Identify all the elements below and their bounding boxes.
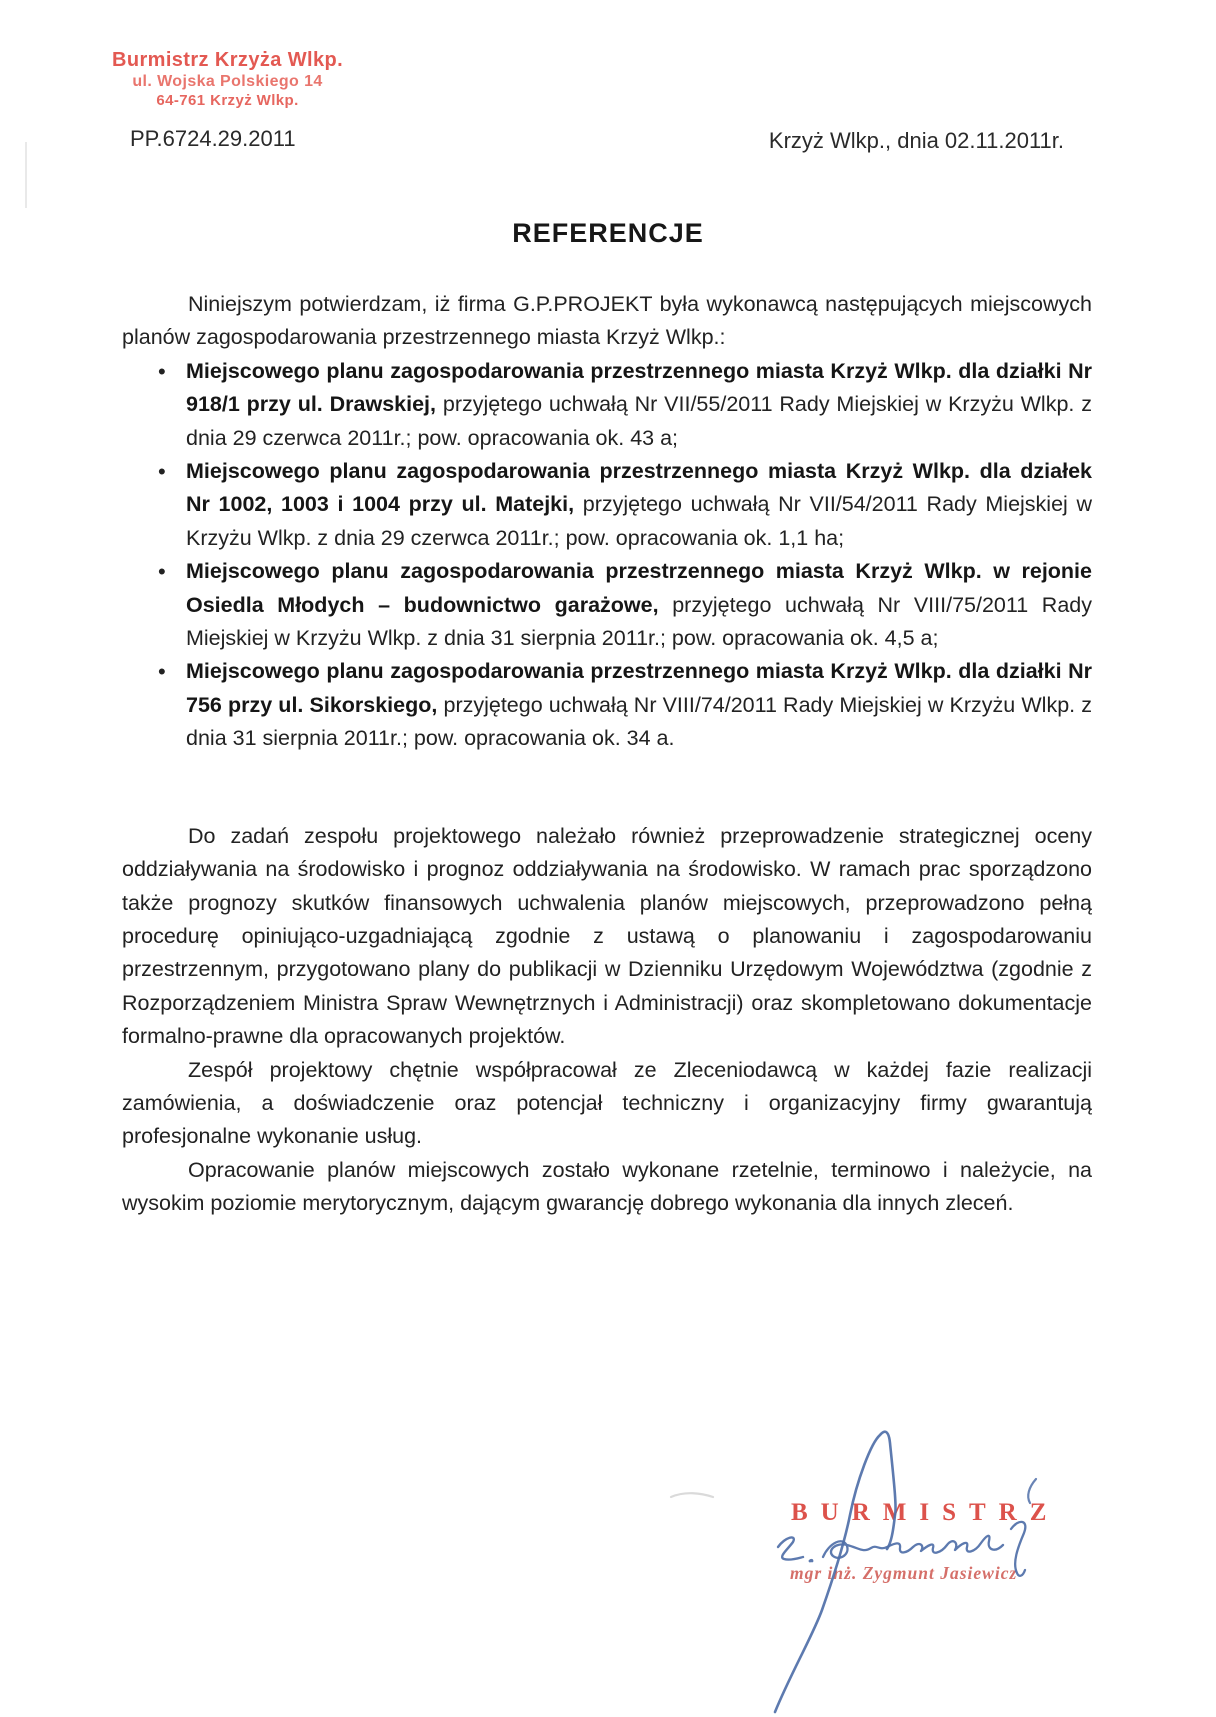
scan-artifact-line [25, 142, 27, 208]
sender-address-stamp [112, 48, 343, 110]
intro-paragraph: Niniejszym potwierdzam, iż firma G.P.PROJEKT była wykonawcą następujących miejscowych planów zagospodarowania przestrzennego miasta Krzyż Wlkp.: [122, 292, 1092, 350]
list-item-text: przyjętego uchwałą Nr VII/55/2011 Rady Miejskiej w Krzyżu Wlkp. z dnia 29 czerwca 2011r.; pow. opracowania ok. 43 a; [186, 392, 1092, 450]
list-item [122, 455, 1092, 555]
body-paragraph: Do zadań zespołu projektowego należało również przeprowadzenie strategicznej oceny oddziaływania na środowisko i prognoz oddziaływania na środowisko. W ramach prac sporządzono także prognozy skutków finansowych uchwalenia planów miejscowych, przeprowadzono pełną procedurę opiniująco-uzgadniającą zgodnie z ustawą o planowaniu i zagospodarowaniu przestrzennym, przygotowano plany do publikacji w Dzienniku Urzędowym Województwa (zgodnie z Rozporządzeniem Ministra Spraw Wewnętrznych i Administracji) oraz skompletowano dokumentacje formalno-prawne dla opracowanych projektów. [122, 823, 1092, 1049]
list-item-bold-text: Miejscowego planu zagospodarowania przestrzennego miasta Krzyż Wlkp. dla działek Nr 1002, 1003 i 1004 przy ul. Matejki, [186, 459, 1092, 517]
sender-stamp-line1: Burmistrz Krzyża Wlkp. [112, 49, 344, 71]
reference-number: PP.6724.29.2011 [130, 126, 296, 151]
list-item [122, 355, 1092, 455]
list-item-bold-text: Miejscowego planu zagospodarowania przestrzennego miasta Krzyż Wlkp. w rejonie Osiedla Młodych – budownictwo garażowe, [186, 559, 1092, 617]
signature-stroke [778, 1537, 803, 1559]
sender-stamp-line2: ul. Wojska Polskiego 14 [132, 73, 323, 91]
body-paragraph: Opracowanie planów miejscowych zostało wykonane rzetelnie, terminowo i należycie, na wysokim poziomie merytorycznym, dającym gwarancję dobrego wykonania dla innych zleceń. [122, 1157, 1092, 1216]
list-item-text: przyjętego uchwałą Nr VIII/75/2011 Rady Miejskiej w Krzyżu Wlkp. z dnia 31 sierpnia 2011r.; pow. opracowania ok. 4,5 a; [186, 592, 1092, 651]
document-title: REFERENCJE [512, 218, 704, 248]
list-item-text: przyjętego uchwałą Nr VIII/74/2011 Rady Miejskiej w Krzyżu Wlkp. z dnia 31 sierpnia 2011r.; pow. opracowania ok. 34 a. [186, 692, 1092, 751]
smudge-mark [671, 1493, 713, 1497]
list-item [122, 655, 1092, 755]
handwritten-signature-icon [655, 1395, 1105, 1717]
body-paragraph: Zespół projektowy chętnie współpracował ze Zleceniodawcą w każdej fazie realizacji zamówienia, a doświadczenie oraz potencjał techniczny i organizacyjny firmy gwarantują profesjonalne wykonanie usług. [122, 1057, 1092, 1149]
signature-stroke [823, 1536, 1003, 1558]
list-item-bold-text: Miejscowego planu zagospodarowania przestrzennego miasta Krzyż Wlkp. dla działki Nr 918/1 przy ul. Drawskiej, [186, 358, 1092, 417]
place-and-date: Krzyż Wlkp., dnia 02.11.2011r. [768, 128, 1064, 153]
mayor-stamp-title: BURMISTRZ [791, 1499, 1060, 1526]
list-item [122, 555, 1092, 655]
sender-stamp-line3: 64-761 Krzyż Wlkp. [156, 91, 299, 109]
list-item-text: przyjętego uchwałą Nr VII/54/2011 Rady Miejskiej w Krzyżu Wlkp. z dnia 29 czerwca 2011r.; pow. opracowania ok. 1,1 ha; [186, 492, 1093, 550]
signature-stroke [810, 1560, 812, 1561]
letter-body [122, 288, 1092, 1221]
plans-list [122, 355, 1092, 756]
list-item-bold-text: Miejscowego planu zagospodarowania przestrzennego miasta Krzyż Wlkp. dla działki Nr 756 przy ul. Sikorskiego, [186, 659, 1092, 717]
signer-name: mgr inż. Zygmunt Jasiewicz [790, 1563, 1018, 1583]
